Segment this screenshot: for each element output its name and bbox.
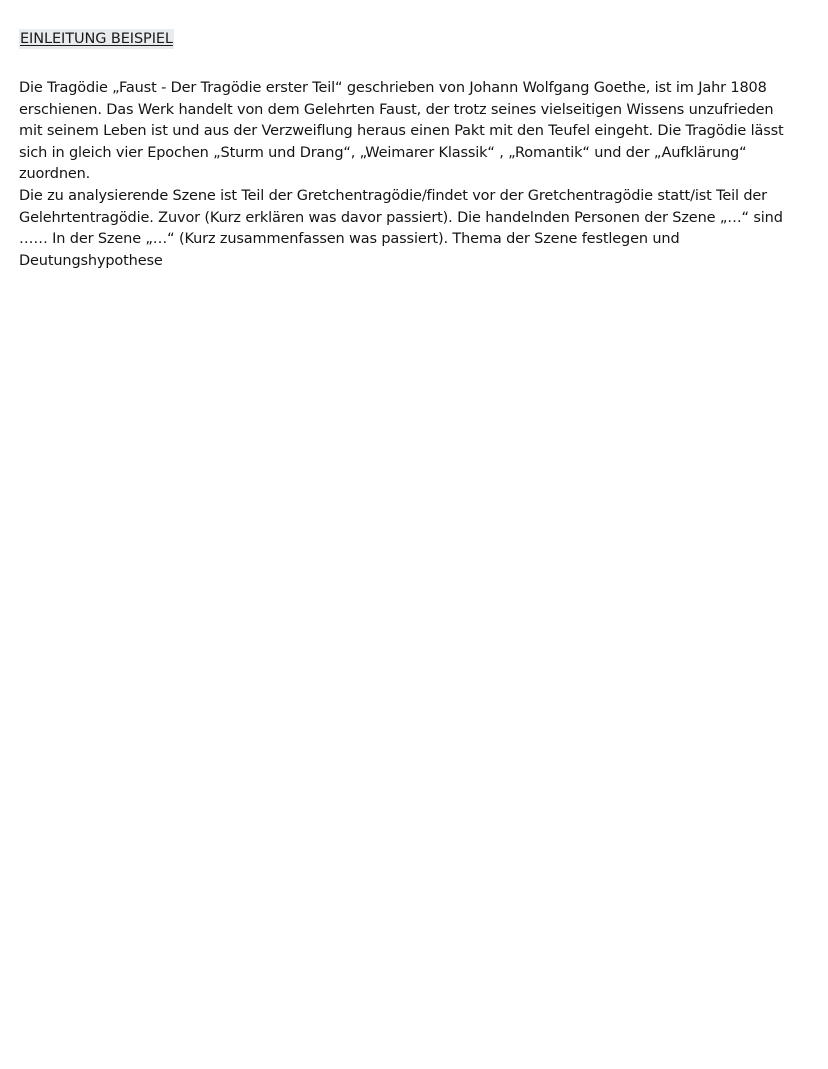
document-heading: EINLEITUNG BEISPIEL xyxy=(20,31,173,47)
paragraph-line: Gelehrtentragödie. Zuvor (Kurz erklären was davor passiert). Die handelnden Personen der Szene „…“ sind xyxy=(19,209,783,226)
paragraph-line: Deutungshypothese xyxy=(19,252,163,269)
paragraph-line: Die zu analysierende Szene ist Teil der Gretchentragödie/findet vor der Gretchentragödie statt/ist Teil der xyxy=(19,187,767,204)
paragraph-line: …… In der Szene „…“ (Kurz zusammenfassen was passiert). Thema der Szene festlegen und xyxy=(19,231,680,248)
document-body xyxy=(19,78,799,272)
paragraph-line: zuordnen. xyxy=(19,166,91,183)
paragraph-line: mit seinem Leben ist und aus der Verzweiflung heraus einen Pakt mit den Teufel eingeht. Die Tragödie lässt xyxy=(19,123,784,140)
paragraph-line: Die Tragödie „Faust - Der Tragödie erster Teil“ geschrieben von Johann Wolfgang Goethe, ist im Jahr 1808 xyxy=(19,80,767,96)
paragraph-line: sich in gleich vier Epochen „Sturm und Drang“, „Weimarer Klassik“ , „Romantik“ und der „Aufklärung“ xyxy=(19,144,747,161)
paragraph-line: erschienen. Das Werk handelt von dem Gelehrten Faust, der trotz seines vielseitigen Wissens unzufrieden xyxy=(19,101,774,118)
